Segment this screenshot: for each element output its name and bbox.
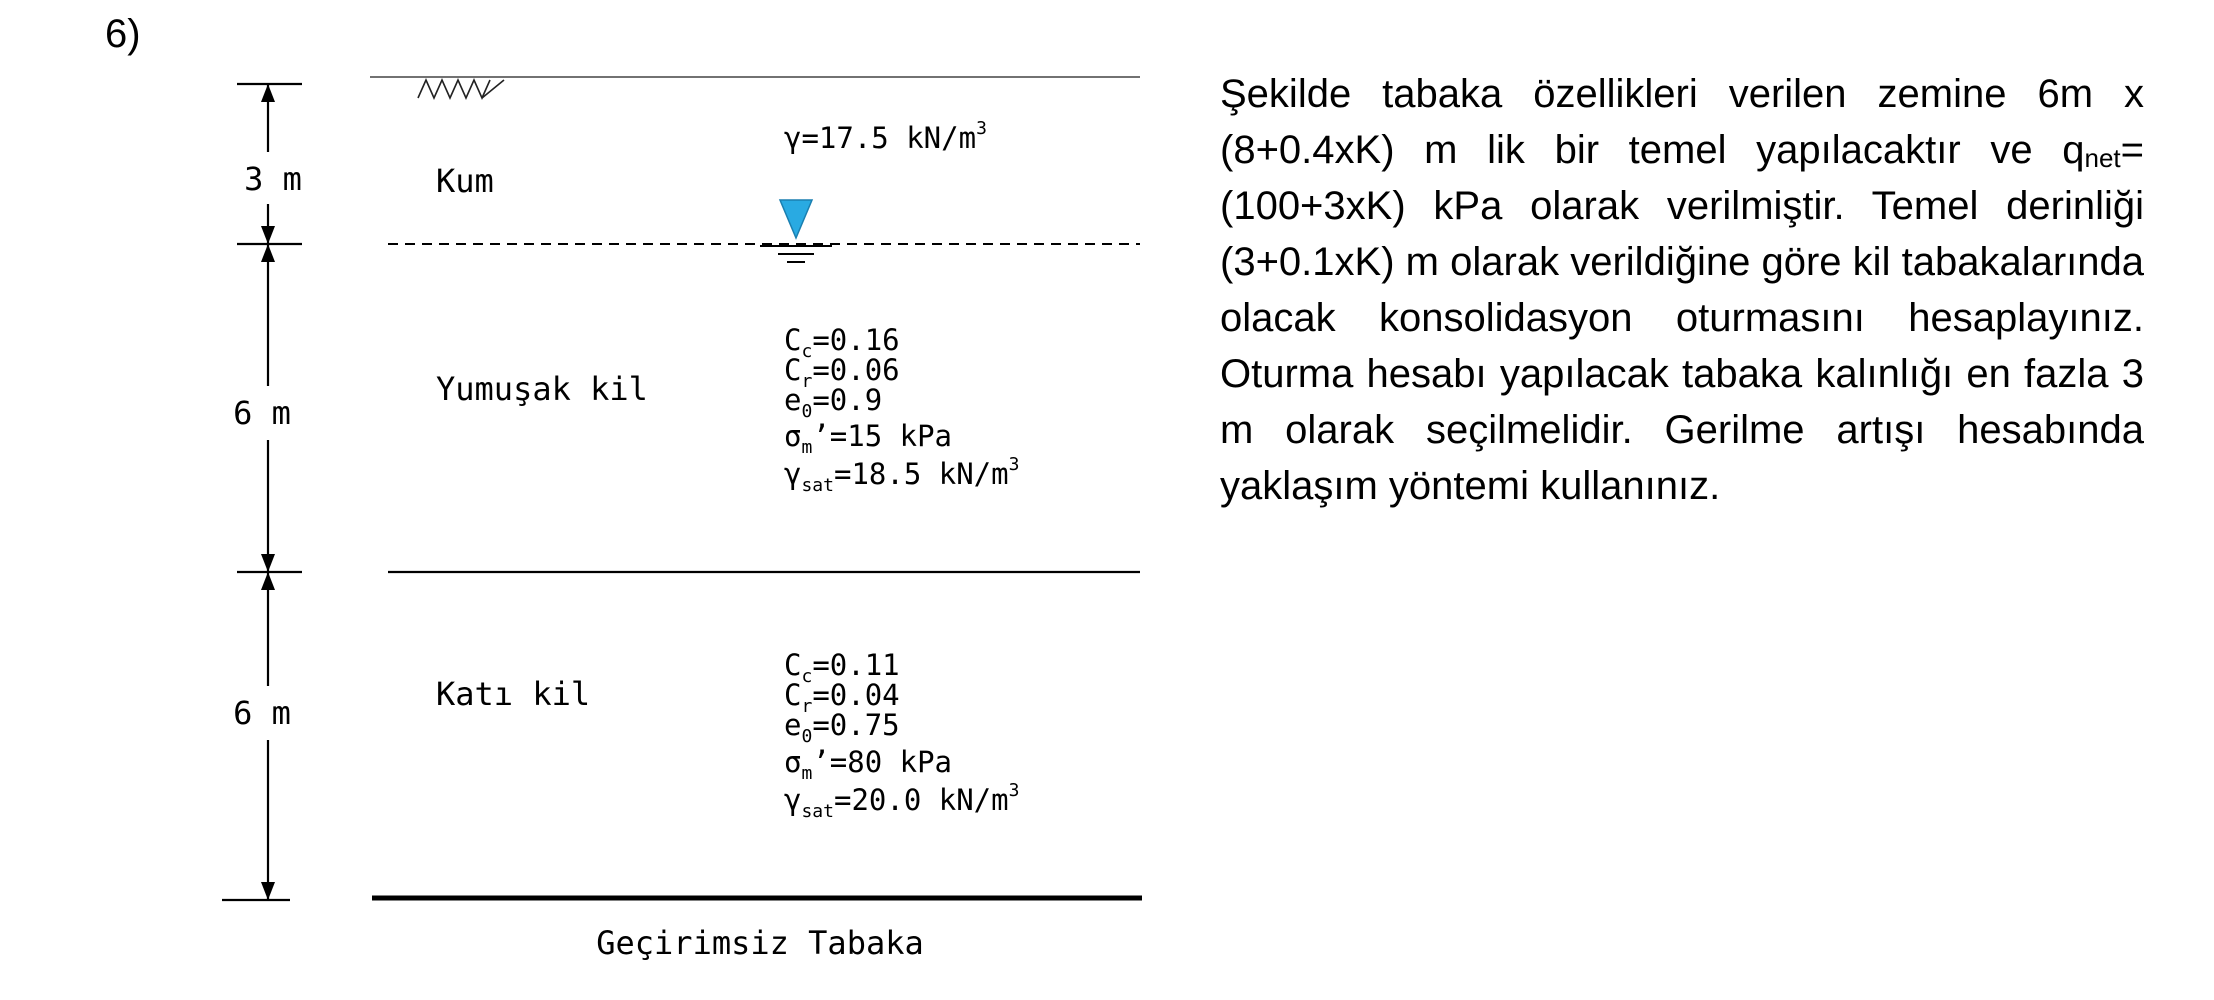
prop-soft-clay-sigma-m: $\sigma_m’=15$ kPa — [784, 419, 952, 458]
ground-hatch-icon — [418, 80, 504, 98]
problem-text-subscript: net — [2084, 143, 2121, 173]
dimension-label-yumusak-kil: 6 m — [233, 394, 291, 432]
problem-text-part1: Şekilde tabaka özellikleri verilen zemine 6m x (8+0.4xK) m lik bir temel yapılacaktır ve q — [1220, 72, 2144, 172]
prop-stiff-clay-gamma-sat: $\gamma_{sat}=20.0$ $kN/m^3$ — [784, 780, 1020, 822]
prop-stiff-clay-cr: $C_r=0.04$ — [784, 678, 900, 717]
problem-text-part2: =(100+3xK) kPa olarak verilmiştir. Temel derinliği (3+0.1xK) m olarak verildiğine göre kil tabakalarında olacak konsolidasyon oturmasını hesaplayınız. Oturma hesabı yapılacak tabaka kalınlığı en fazla 3 m olarak seçilmelidir. Gerilme artışı hesabında yaklaşım yöntemi kullanınız. — [1220, 128, 2144, 508]
layer-name-yumusak-kil: Yumuşak kil — [436, 370, 648, 408]
layer-name-kum: Kum — [436, 162, 494, 200]
prop-soft-clay-e0: $e_0=0.9$ — [784, 383, 883, 422]
prop-soft-clay-gamma-sat: $\gamma_{sat}=18.5$ $kN/m^3$ — [784, 454, 1020, 496]
water-table-marks-icon — [760, 246, 832, 262]
prop-soft-clay-cr: $C_r=0.06$ — [784, 353, 900, 392]
water-table-triangle-icon — [780, 200, 812, 238]
dimension-lines — [222, 84, 302, 900]
prop-kum-unit-weight: γ=17.5 $kN/m^3$ — [784, 118, 987, 155]
question-number: 6) — [105, 12, 141, 56]
prop-stiff-clay-cc: $C_c=0.11$ — [784, 648, 900, 687]
prop-stiff-clay-sigma-m: $\sigma_m’=80$ kPa — [784, 745, 952, 784]
dimension-label-kum: 3 m — [244, 160, 302, 198]
layer-name-kati-kil: Katı kil — [436, 675, 591, 713]
problem-statement — [1220, 66, 2144, 514]
prop-stiff-clay-e0: $e_0=0.75$ — [784, 708, 900, 747]
dimension-label-kati-kil: 6 m — [233, 694, 291, 732]
prop-soft-clay-cc: $C_c=0.16$ — [784, 323, 900, 362]
impermeable-base-label: Geçirimsiz Tabaka — [596, 924, 924, 962]
